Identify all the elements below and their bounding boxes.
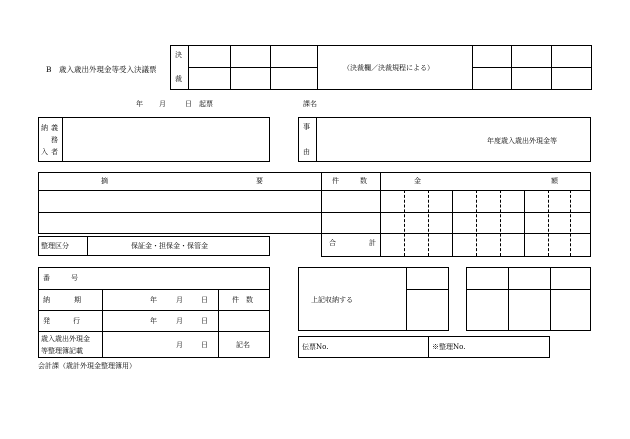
approval-note: （決裁欄／決裁規程による） [343,64,434,72]
issue-year: 年 [150,317,157,325]
header-amount-2: 額 [551,177,558,185]
number-label-1: 番 [43,274,50,282]
voucher-box [298,336,550,358]
form-title: B 歳入歳出外現金等受入決議票 [46,65,157,74]
ledger-day: 日 [201,341,208,349]
voucher-ref: ※整理No. [432,343,466,351]
ledger-month: 月 [176,341,183,349]
total-label-1: 合 [329,239,336,247]
issue-month: 月 [176,317,183,325]
header-summary-1: 摘 [101,177,108,185]
header-count-2: 数 [360,177,367,185]
date-year: 年 [136,100,143,108]
due-label-1: 納 [43,296,50,304]
subject-value: 年度歳入歳出外現金等 [487,137,557,145]
classification-value: 保証金・担保金・保管金 [131,242,208,250]
total-label-2: 計 [369,239,376,247]
main-table [38,172,591,234]
approval-label-1: 決 [175,51,182,59]
stamp-box [466,267,591,331]
due-month: 月 [176,296,183,304]
header-count-1: 件 [332,177,339,185]
issue-day: 日 [201,317,208,325]
due-year: 年 [150,296,157,304]
approval-label-2: 裁 [175,75,182,83]
issue-label-1: 発 [43,317,50,325]
ledger-label-1: 歳入歳出外現金 [41,335,90,343]
payer-char-2: 義 [51,124,58,132]
signature-label: 記名 [236,341,250,349]
due-label-2: 期 [74,296,81,304]
header-summary-2: 要 [256,177,263,185]
subject-label-1: 事 [303,123,310,131]
footer-note: 会計課（歳計外現金整理簿用） [38,362,136,370]
ledger-label-2: 等整理簿記載 [41,347,83,355]
date-month: 月 [159,100,166,108]
voucher-label: 伝票No. [302,343,329,351]
payer-char-3: 務 [51,136,58,144]
payer-char-1: 納 [41,124,48,132]
receipt-text: 上記収納する [311,296,353,304]
issue-label-2: 行 [73,317,80,325]
due-day: 日 [201,296,208,304]
date-issued: 起票 [199,100,213,108]
subject-label-2: 由 [303,148,310,156]
header-amount-1: 金 [414,177,421,185]
classification-label: 整理区分 [41,242,69,250]
section-label: 課名 [303,100,317,108]
payer-char-4: 入 [41,148,48,156]
payer-box [38,117,270,162]
number-label-2: 号 [71,274,78,282]
payer-char-5: 者 [51,148,58,156]
count-label: 件 数 [232,296,253,304]
date-day: 日 [185,100,192,108]
